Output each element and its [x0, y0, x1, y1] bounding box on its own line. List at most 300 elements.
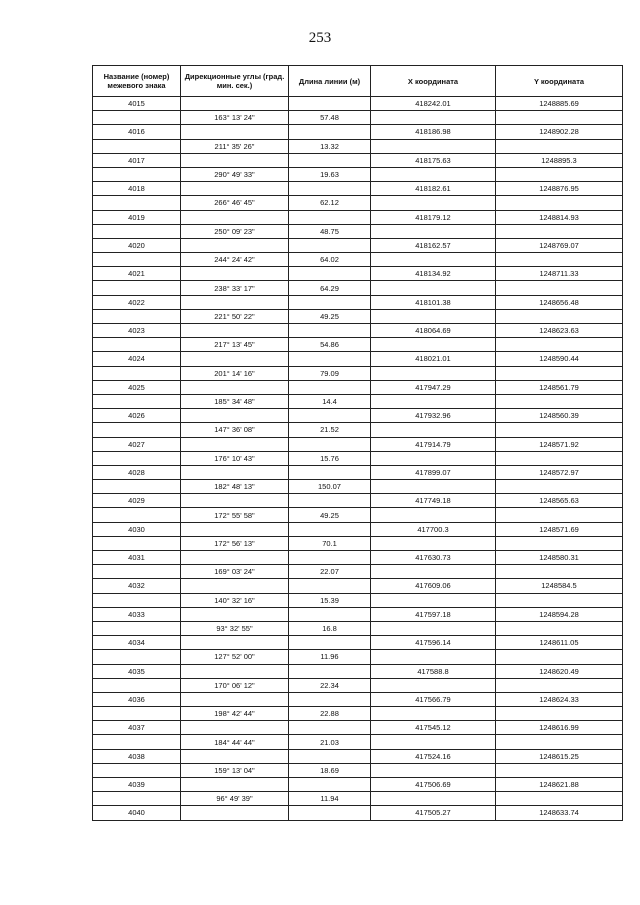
- empty-cell: [181, 409, 289, 423]
- empty-cell: [93, 707, 181, 721]
- point-name-cell: 4015: [93, 97, 181, 111]
- empty-cell: [496, 650, 623, 664]
- table-row-point: [93, 267, 623, 281]
- point-name-cell: 4027: [93, 437, 181, 451]
- table-row-point: [93, 778, 623, 792]
- x-coordinate-cell: 417932.96: [371, 409, 496, 423]
- empty-cell: [181, 721, 289, 735]
- table-row-point: [93, 607, 623, 621]
- line-length-cell: 11.96: [289, 650, 371, 664]
- line-length-cell: 22.07: [289, 565, 371, 579]
- x-coordinate-cell: 417506.69: [371, 778, 496, 792]
- x-coordinate-cell: 418179.12: [371, 210, 496, 224]
- empty-cell: [371, 423, 496, 437]
- empty-cell: [181, 692, 289, 706]
- point-name-cell: 4025: [93, 380, 181, 394]
- table-row-segment: [93, 196, 623, 210]
- empty-cell: [181, 806, 289, 820]
- direction-angle-cell: 182° 48' 13": [181, 480, 289, 494]
- empty-cell: [289, 551, 371, 565]
- table-row-point: [93, 522, 623, 536]
- table-row-segment: [93, 593, 623, 607]
- empty-cell: [181, 522, 289, 536]
- empty-cell: [496, 451, 623, 465]
- table-row-point: [93, 721, 623, 735]
- empty-cell: [181, 494, 289, 508]
- y-coordinate-cell: 1248615.25: [496, 749, 623, 763]
- point-name-cell: 4029: [93, 494, 181, 508]
- empty-cell: [496, 224, 623, 238]
- line-length-cell: 57.48: [289, 111, 371, 125]
- page-number: 253: [308, 30, 332, 46]
- x-coordinate-cell: 418182.61: [371, 182, 496, 196]
- table-row-segment: [93, 565, 623, 579]
- empty-cell: [371, 111, 496, 125]
- table-row-segment: [93, 111, 623, 125]
- empty-cell: [93, 139, 181, 153]
- empty-cell: [289, 267, 371, 281]
- table-row-point: [93, 352, 623, 366]
- direction-angle-cell: 172° 55' 58": [181, 508, 289, 522]
- empty-cell: [371, 763, 496, 777]
- direction-angle-cell: 172° 56' 13": [181, 536, 289, 550]
- line-length-cell: 49.25: [289, 508, 371, 522]
- empty-cell: [496, 253, 623, 267]
- empty-cell: [496, 281, 623, 295]
- y-coordinate-cell: 1248624.33: [496, 692, 623, 706]
- header-direction-angle: Дирекционные углы (град. мин. сек.): [181, 66, 289, 97]
- empty-cell: [93, 508, 181, 522]
- table-row-point: [93, 324, 623, 338]
- y-coordinate-cell: 1248616.99: [496, 721, 623, 735]
- empty-cell: [93, 565, 181, 579]
- direction-angle-cell: 163° 13' 24": [181, 111, 289, 125]
- empty-cell: [289, 295, 371, 309]
- point-name-cell: 4030: [93, 522, 181, 536]
- point-name-cell: 4019: [93, 210, 181, 224]
- empty-cell: [181, 97, 289, 111]
- table-row-segment: [93, 508, 623, 522]
- direction-angle-cell: 159° 13' 04": [181, 763, 289, 777]
- direction-angle-cell: 238° 33' 17": [181, 281, 289, 295]
- table-body: [93, 97, 623, 821]
- empty-cell: [93, 111, 181, 125]
- table-row-segment: [93, 763, 623, 777]
- table-row-point: [93, 182, 623, 196]
- point-name-cell: 4032: [93, 579, 181, 593]
- empty-cell: [371, 508, 496, 522]
- empty-cell: [181, 636, 289, 650]
- x-coordinate-cell: 417596.14: [371, 636, 496, 650]
- empty-cell: [371, 139, 496, 153]
- empty-cell: [289, 636, 371, 650]
- empty-cell: [496, 139, 623, 153]
- table-row-segment: [93, 650, 623, 664]
- direction-angle-cell: 140° 32' 16": [181, 593, 289, 607]
- table-row-segment: [93, 253, 623, 267]
- table-row-point: [93, 380, 623, 394]
- table-row-point: [93, 664, 623, 678]
- line-length-cell: 62.12: [289, 196, 371, 210]
- empty-cell: [371, 366, 496, 380]
- x-coordinate-cell: 417630.73: [371, 551, 496, 565]
- empty-cell: [93, 451, 181, 465]
- table-row-segment: [93, 792, 623, 806]
- direction-angle-cell: 93° 32' 55": [181, 621, 289, 635]
- empty-cell: [496, 707, 623, 721]
- empty-cell: [371, 707, 496, 721]
- y-coordinate-cell: 1248561.79: [496, 380, 623, 394]
- empty-cell: [93, 224, 181, 238]
- table-row-point: [93, 806, 623, 820]
- empty-cell: [289, 579, 371, 593]
- y-coordinate-cell: 1248584.5: [496, 579, 623, 593]
- empty-cell: [93, 678, 181, 692]
- empty-cell: [496, 167, 623, 181]
- empty-cell: [496, 309, 623, 323]
- table-row-point: [93, 437, 623, 451]
- x-coordinate-cell: 417597.18: [371, 607, 496, 621]
- y-coordinate-cell: 1248711.33: [496, 267, 623, 281]
- x-coordinate-cell: 417545.12: [371, 721, 496, 735]
- table-row-segment: [93, 536, 623, 550]
- empty-cell: [181, 380, 289, 394]
- empty-cell: [93, 536, 181, 550]
- empty-cell: [496, 423, 623, 437]
- empty-cell: [93, 423, 181, 437]
- x-coordinate-cell: 418162.57: [371, 238, 496, 252]
- x-coordinate-cell: 417566.79: [371, 692, 496, 706]
- direction-angle-cell: 198° 42' 44": [181, 707, 289, 721]
- table-row-point: [93, 749, 623, 763]
- line-length-cell: 22.34: [289, 678, 371, 692]
- direction-angle-cell: 96° 49' 39": [181, 792, 289, 806]
- line-length-cell: 49.25: [289, 309, 371, 323]
- empty-cell: [496, 366, 623, 380]
- point-name-cell: 4026: [93, 409, 181, 423]
- empty-cell: [496, 480, 623, 494]
- empty-cell: [93, 281, 181, 295]
- empty-cell: [371, 281, 496, 295]
- empty-cell: [181, 465, 289, 479]
- empty-cell: [93, 792, 181, 806]
- empty-cell: [289, 664, 371, 678]
- table-row-point: [93, 409, 623, 423]
- empty-cell: [371, 338, 496, 352]
- y-coordinate-cell: 1248895.3: [496, 153, 623, 167]
- x-coordinate-cell: 417899.07: [371, 465, 496, 479]
- table-row-segment: [93, 366, 623, 380]
- line-length-cell: 15.76: [289, 451, 371, 465]
- line-length-cell: 15.39: [289, 593, 371, 607]
- line-length-cell: 22.88: [289, 707, 371, 721]
- x-coordinate-cell: 417588.8: [371, 664, 496, 678]
- table-row-segment: [93, 224, 623, 238]
- line-length-cell: 16.8: [289, 621, 371, 635]
- empty-cell: [289, 238, 371, 252]
- direction-angle-cell: 244° 24' 42": [181, 253, 289, 267]
- point-name-cell: 4035: [93, 664, 181, 678]
- empty-cell: [289, 778, 371, 792]
- line-length-cell: 19.63: [289, 167, 371, 181]
- line-length-cell: 13.32: [289, 139, 371, 153]
- empty-cell: [289, 182, 371, 196]
- point-name-cell: 4021: [93, 267, 181, 281]
- empty-cell: [496, 394, 623, 408]
- table-row-segment: [93, 678, 623, 692]
- table-row-segment: [93, 338, 623, 352]
- empty-cell: [496, 735, 623, 749]
- empty-cell: [371, 224, 496, 238]
- y-coordinate-cell: 1248620.49: [496, 664, 623, 678]
- empty-cell: [181, 551, 289, 565]
- table-row-point: [93, 97, 623, 111]
- empty-cell: [371, 394, 496, 408]
- point-name-cell: 4020: [93, 238, 181, 252]
- empty-cell: [93, 763, 181, 777]
- empty-cell: [181, 153, 289, 167]
- y-coordinate-cell: 1248611.05: [496, 636, 623, 650]
- empty-cell: [289, 721, 371, 735]
- table-row-segment: [93, 621, 623, 635]
- empty-cell: [371, 678, 496, 692]
- line-length-cell: 150.07: [289, 480, 371, 494]
- direction-angle-cell: 184° 44' 44": [181, 735, 289, 749]
- empty-cell: [93, 735, 181, 749]
- empty-cell: [181, 210, 289, 224]
- table-row-segment: [93, 707, 623, 721]
- empty-cell: [181, 125, 289, 139]
- empty-cell: [93, 338, 181, 352]
- point-name-cell: 4017: [93, 153, 181, 167]
- empty-cell: [289, 607, 371, 621]
- table-row-point: [93, 210, 623, 224]
- line-length-cell: 64.29: [289, 281, 371, 295]
- x-coordinate-cell: 418064.69: [371, 324, 496, 338]
- empty-cell: [93, 650, 181, 664]
- empty-cell: [371, 480, 496, 494]
- x-coordinate-cell: 418186.98: [371, 125, 496, 139]
- x-coordinate-cell: 417700.3: [371, 522, 496, 536]
- table-row-point: [93, 636, 623, 650]
- empty-cell: [371, 167, 496, 181]
- direction-angle-cell: 147° 36' 08": [181, 423, 289, 437]
- empty-cell: [289, 409, 371, 423]
- y-coordinate-cell: 1248571.69: [496, 522, 623, 536]
- empty-cell: [93, 309, 181, 323]
- empty-cell: [181, 579, 289, 593]
- empty-cell: [93, 480, 181, 494]
- empty-cell: [93, 196, 181, 210]
- table-row-point: [93, 494, 623, 508]
- table-row-segment: [93, 480, 623, 494]
- empty-cell: [496, 196, 623, 210]
- empty-cell: [496, 763, 623, 777]
- direction-angle-cell: 127° 52' 00": [181, 650, 289, 664]
- header-line-length: Длина линии (м): [289, 66, 371, 97]
- direction-angle-cell: 201° 14' 16": [181, 366, 289, 380]
- point-name-cell: 4016: [93, 125, 181, 139]
- point-name-cell: 4034: [93, 636, 181, 650]
- y-coordinate-cell: 1248902.28: [496, 125, 623, 139]
- point-name-cell: 4022: [93, 295, 181, 309]
- empty-cell: [289, 97, 371, 111]
- empty-cell: [496, 565, 623, 579]
- line-length-cell: 64.02: [289, 253, 371, 267]
- point-name-cell: 4031: [93, 551, 181, 565]
- line-length-cell: 14.4: [289, 394, 371, 408]
- empty-cell: [496, 593, 623, 607]
- x-coordinate-cell: 417749.18: [371, 494, 496, 508]
- y-coordinate-cell: 1248769.07: [496, 238, 623, 252]
- x-coordinate-cell: 417524.16: [371, 749, 496, 763]
- point-name-cell: 4033: [93, 607, 181, 621]
- empty-cell: [289, 380, 371, 394]
- x-coordinate-cell: 418242.01: [371, 97, 496, 111]
- empty-cell: [289, 494, 371, 508]
- y-coordinate-cell: 1248571.92: [496, 437, 623, 451]
- empty-cell: [371, 593, 496, 607]
- empty-cell: [181, 437, 289, 451]
- point-name-cell: 4036: [93, 692, 181, 706]
- direction-angle-cell: 176° 10' 43": [181, 451, 289, 465]
- y-coordinate-cell: 1248580.31: [496, 551, 623, 565]
- header-y-coordinate: Y координата: [496, 66, 623, 97]
- empty-cell: [496, 338, 623, 352]
- table-row-point: [93, 125, 623, 139]
- x-coordinate-cell: 418175.63: [371, 153, 496, 167]
- empty-cell: [181, 352, 289, 366]
- empty-cell: [93, 593, 181, 607]
- x-coordinate-cell: 417609.06: [371, 579, 496, 593]
- direction-angle-cell: 250° 09' 23": [181, 224, 289, 238]
- table-row-point: [93, 295, 623, 309]
- empty-cell: [181, 324, 289, 338]
- empty-cell: [371, 621, 496, 635]
- table-row-segment: [93, 281, 623, 295]
- x-coordinate-cell: 418101.38: [371, 295, 496, 309]
- empty-cell: [496, 678, 623, 692]
- direction-angle-cell: 170° 06' 12": [181, 678, 289, 692]
- table-header-row: [93, 66, 623, 97]
- table-row-point: [93, 153, 623, 167]
- y-coordinate-cell: 1248814.93: [496, 210, 623, 224]
- table-row-segment: [93, 139, 623, 153]
- empty-cell: [181, 778, 289, 792]
- empty-cell: [181, 607, 289, 621]
- y-coordinate-cell: 1248572.97: [496, 465, 623, 479]
- x-coordinate-cell: 417947.29: [371, 380, 496, 394]
- direction-angle-cell: 266° 46' 45": [181, 196, 289, 210]
- empty-cell: [496, 111, 623, 125]
- empty-cell: [371, 735, 496, 749]
- empty-cell: [371, 565, 496, 579]
- x-coordinate-cell: 418021.01: [371, 352, 496, 366]
- y-coordinate-cell: 1248633.74: [496, 806, 623, 820]
- empty-cell: [289, 437, 371, 451]
- y-coordinate-cell: 1248623.63: [496, 324, 623, 338]
- empty-cell: [289, 324, 371, 338]
- point-name-cell: 4023: [93, 324, 181, 338]
- empty-cell: [289, 522, 371, 536]
- line-length-cell: 18.69: [289, 763, 371, 777]
- empty-cell: [371, 536, 496, 550]
- table-row-point: [93, 551, 623, 565]
- direction-angle-cell: 217° 13' 45": [181, 338, 289, 352]
- y-coordinate-cell: 1248590.44: [496, 352, 623, 366]
- empty-cell: [289, 692, 371, 706]
- empty-cell: [181, 664, 289, 678]
- empty-cell: [181, 749, 289, 763]
- empty-cell: [496, 621, 623, 635]
- table-row-segment: [93, 735, 623, 749]
- empty-cell: [371, 650, 496, 664]
- table-row-segment: [93, 394, 623, 408]
- direction-angle-cell: 211° 35' 26": [181, 139, 289, 153]
- line-length-cell: 21.52: [289, 423, 371, 437]
- empty-cell: [181, 267, 289, 281]
- empty-cell: [93, 366, 181, 380]
- point-name-cell: 4039: [93, 778, 181, 792]
- empty-cell: [289, 749, 371, 763]
- empty-cell: [289, 352, 371, 366]
- y-coordinate-cell: 1248621.88: [496, 778, 623, 792]
- table-row-segment: [93, 451, 623, 465]
- x-coordinate-cell: 417505.27: [371, 806, 496, 820]
- x-coordinate-cell: 418134.92: [371, 267, 496, 281]
- empty-cell: [371, 196, 496, 210]
- empty-cell: [371, 253, 496, 267]
- empty-cell: [93, 621, 181, 635]
- empty-cell: [181, 295, 289, 309]
- header-x-coordinate: X координата: [371, 66, 496, 97]
- line-length-cell: 54.86: [289, 338, 371, 352]
- line-length-cell: 79.09: [289, 366, 371, 380]
- point-name-cell: 4028: [93, 465, 181, 479]
- point-name-cell: 4037: [93, 721, 181, 735]
- empty-cell: [181, 238, 289, 252]
- point-name-cell: 4018: [93, 182, 181, 196]
- empty-cell: [496, 792, 623, 806]
- empty-cell: [371, 451, 496, 465]
- line-length-cell: 11.94: [289, 792, 371, 806]
- empty-cell: [181, 182, 289, 196]
- y-coordinate-cell: 1248876.95: [496, 182, 623, 196]
- empty-cell: [496, 536, 623, 550]
- direction-angle-cell: 185° 34' 48": [181, 394, 289, 408]
- y-coordinate-cell: 1248656.48: [496, 295, 623, 309]
- empty-cell: [93, 167, 181, 181]
- empty-cell: [371, 309, 496, 323]
- empty-cell: [93, 253, 181, 267]
- line-length-cell: 70.1: [289, 536, 371, 550]
- coordinates-table: [92, 65, 623, 821]
- y-coordinate-cell: 1248885.69: [496, 97, 623, 111]
- empty-cell: [289, 806, 371, 820]
- line-length-cell: 48.75: [289, 224, 371, 238]
- table-row-segment: [93, 167, 623, 181]
- empty-cell: [496, 508, 623, 522]
- line-length-cell: 21.03: [289, 735, 371, 749]
- empty-cell: [93, 394, 181, 408]
- empty-cell: [289, 465, 371, 479]
- table-row-segment: [93, 423, 623, 437]
- empty-cell: [289, 125, 371, 139]
- table-row-point: [93, 465, 623, 479]
- x-coordinate-cell: 417914.79: [371, 437, 496, 451]
- header-point-name: Название (номер) межевого знака: [93, 66, 181, 97]
- point-name-cell: 4040: [93, 806, 181, 820]
